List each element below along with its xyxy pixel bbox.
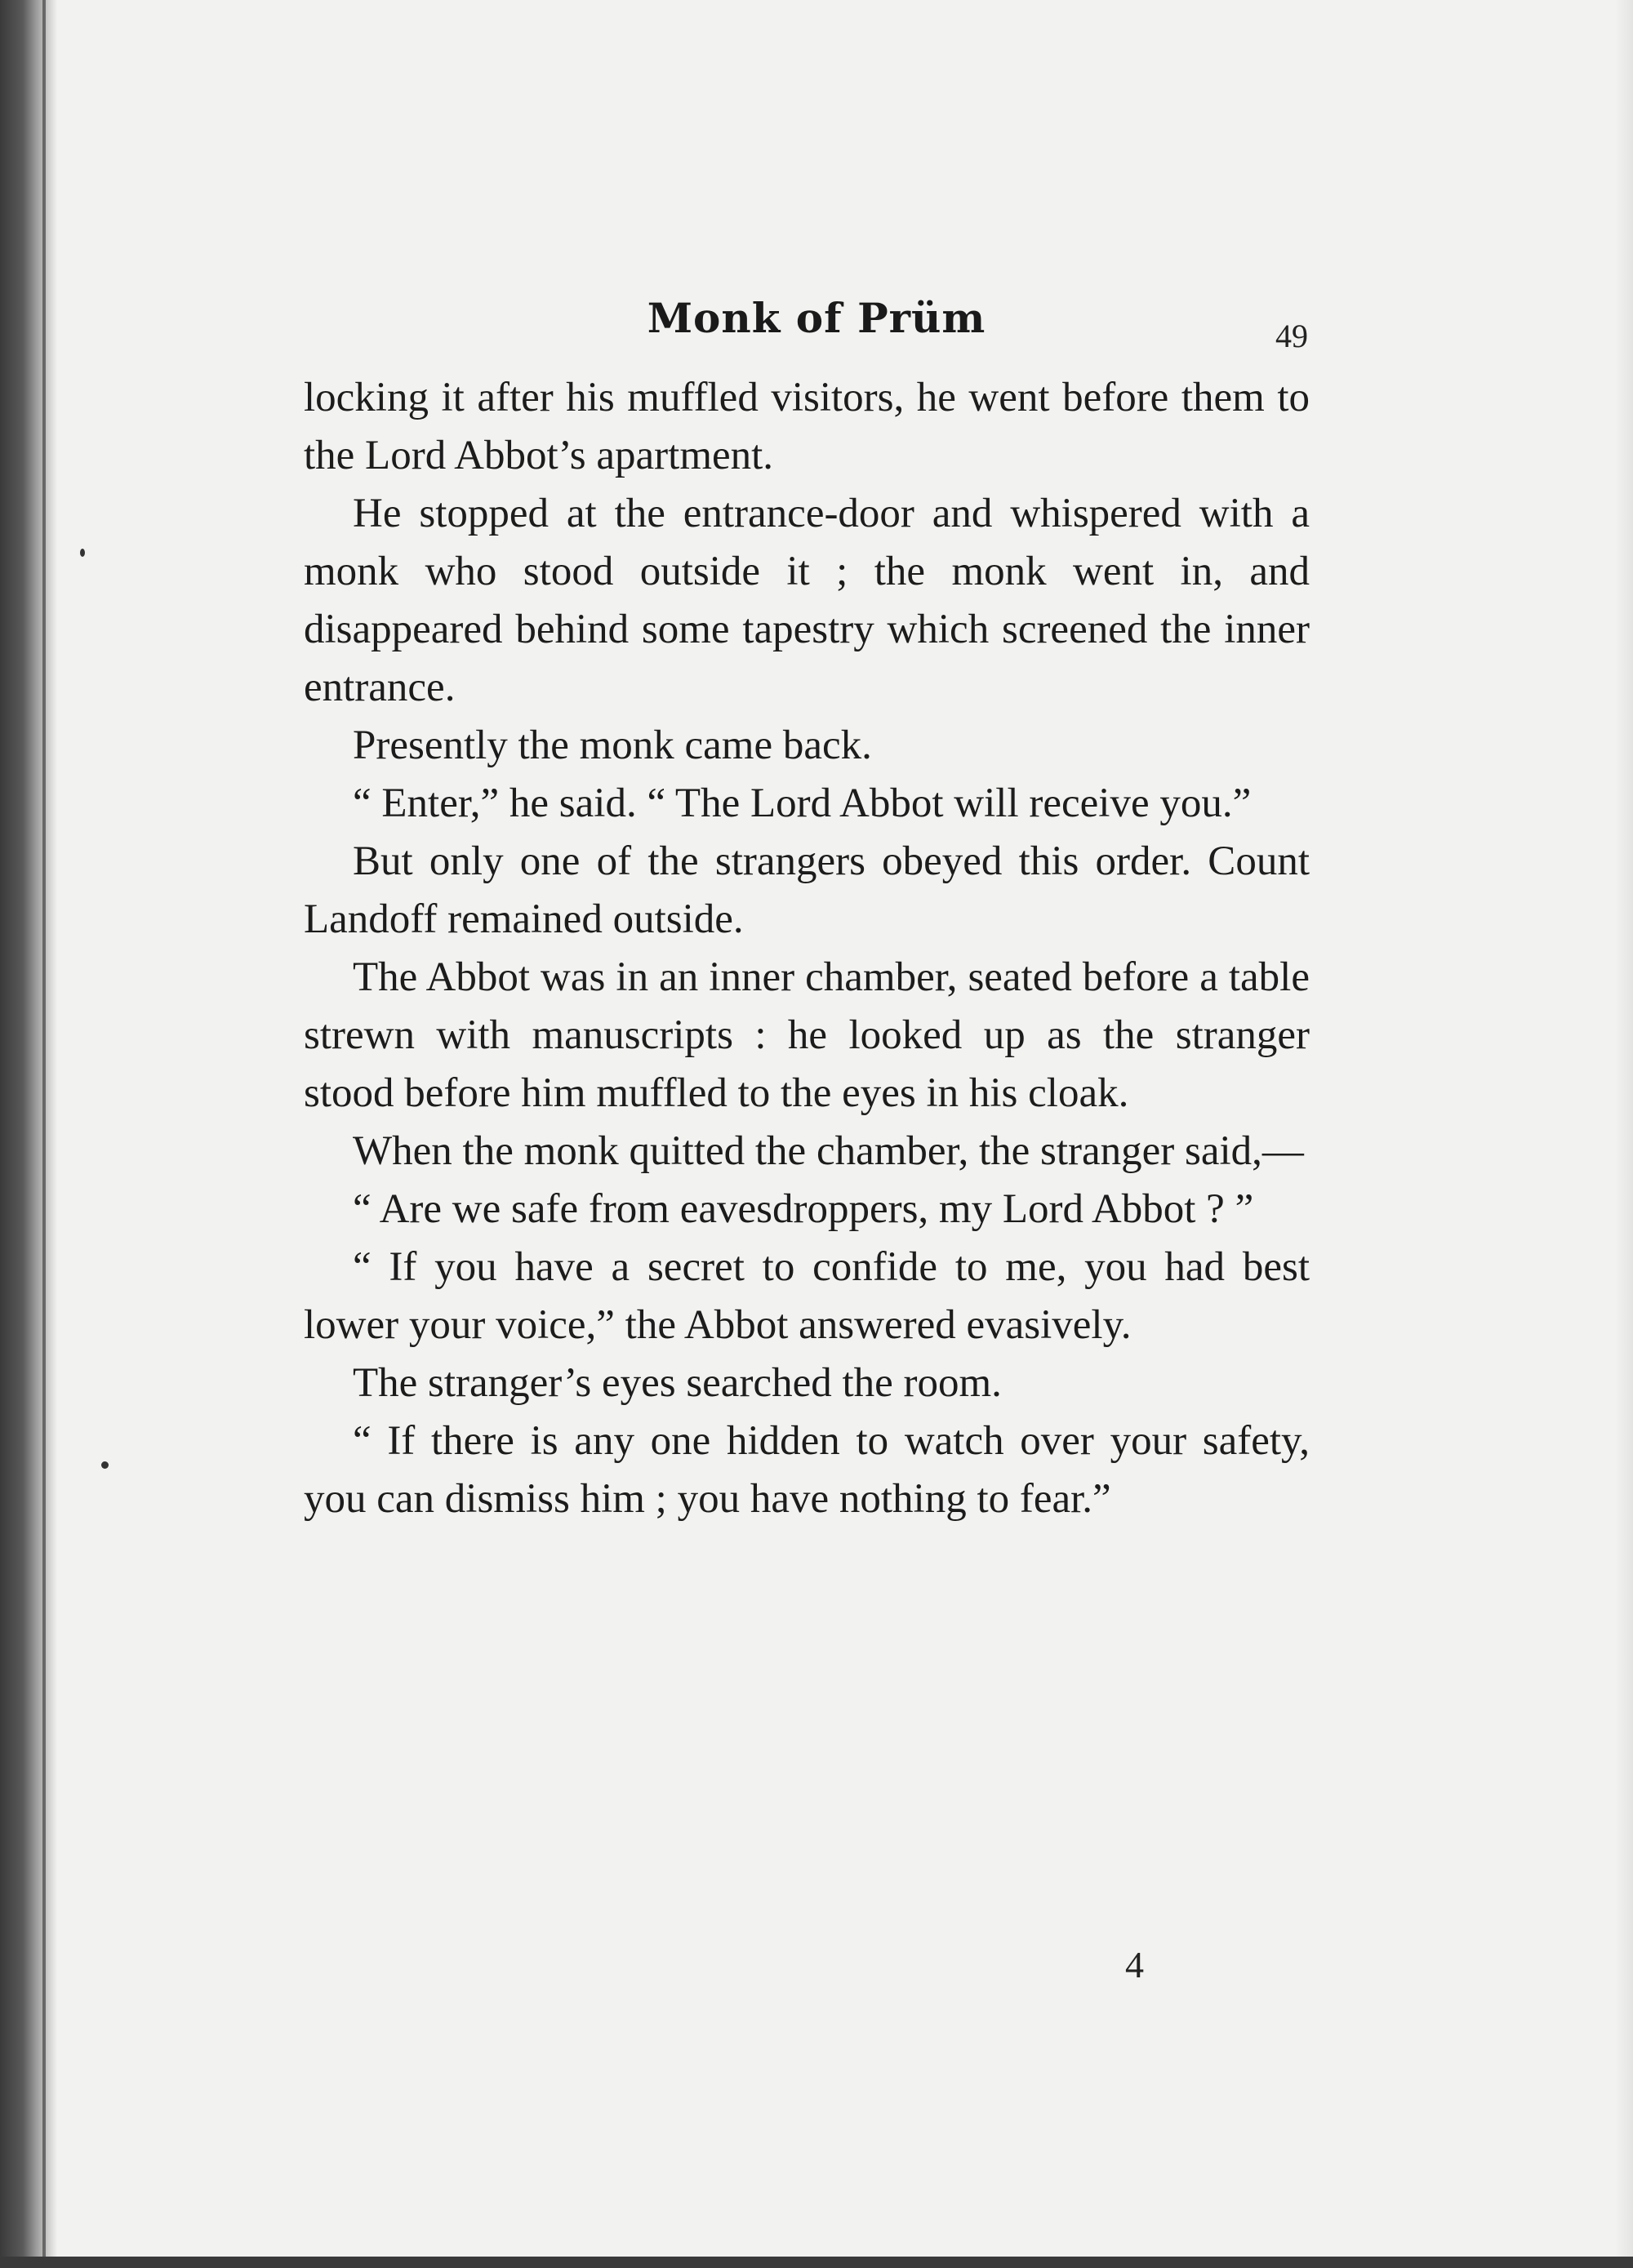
paragraph: The stranger’s eyes searched the room. — [353, 1360, 1002, 1406]
paragraph: “ If there is any one hidden to watch over your safety, you can dismiss him ; you have nothing to fear.” — [304, 1418, 1310, 1522]
page-bottom-edge — [0, 2257, 1633, 2268]
paragraph: locking it after his muffled visitors, he went before them to the Lord Abbot’s apartment. — [304, 375, 1310, 478]
paragraph: The Abbot was in an inner chamber, seated before a table strewn with manuscripts : he looked up as the stranger stood before him muffled to the eyes in his cloak. — [304, 954, 1310, 1116]
paragraph: “ If you have a secret to confide to me, you had best lower your voice,” the Abbot answered evasively. — [304, 1244, 1310, 1348]
paragraph: But only one of the strangers obeyed this order. Count Landoff remained outside. — [304, 838, 1310, 942]
paragraph: When the monk quitted the chamber, the stranger said,— — [353, 1128, 1304, 1174]
running-title: Monk of Prüm — [647, 294, 986, 342]
body-text — [304, 369, 1310, 1528]
paragraph: “ Enter,” he said. “ The Lord Abbot will receive you.” — [353, 780, 1252, 826]
ink-speck — [101, 1461, 109, 1469]
paragraph: He stopped at the entrance-door and whispered with a monk who stood outside it ; the monk went in, and disappeared behind some tapestry which screened the inner entrance. — [304, 491, 1310, 710]
paragraph: Presently the monk came back. — [353, 723, 872, 768]
paragraph: “ Are we safe from eavesdroppers, my Lord Abbot ? ” — [353, 1186, 1254, 1232]
ink-speck — [80, 549, 85, 557]
page-number: 49 — [1275, 318, 1308, 354]
signature-mark: 4 — [1125, 1944, 1144, 1986]
